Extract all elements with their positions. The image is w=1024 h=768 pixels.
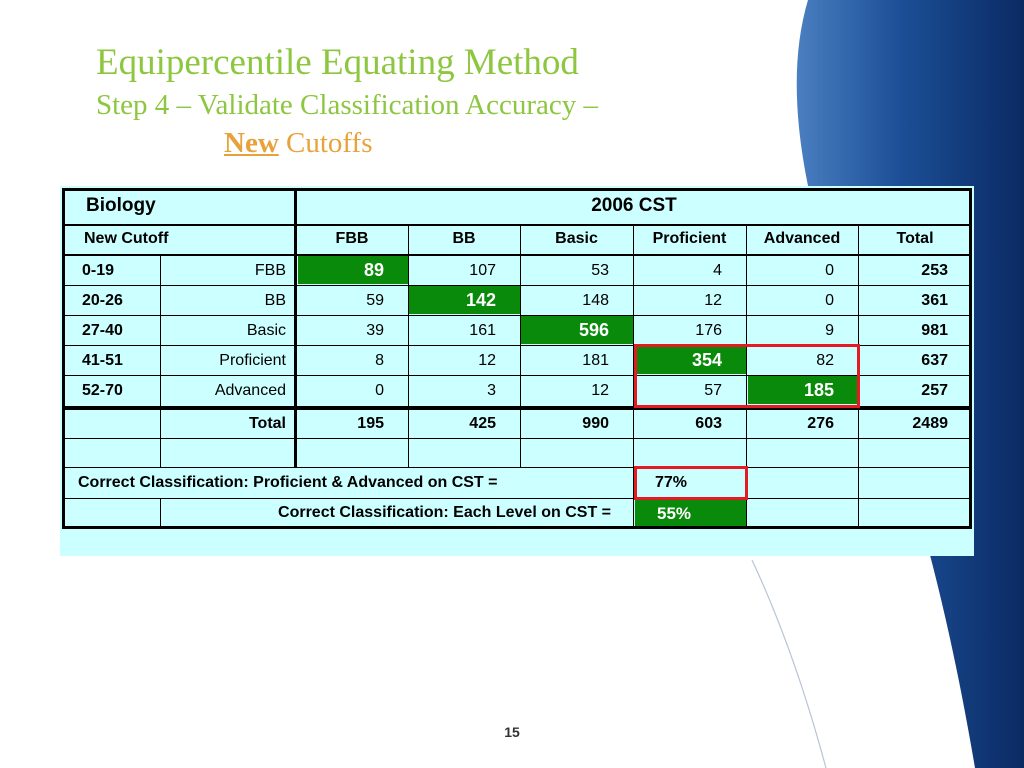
grand-total: 2489 (912, 415, 948, 432)
col-header-proficient: Proficient (652, 230, 727, 247)
cell-row-total: 253 (921, 262, 948, 279)
summary-label-prof-adv: Correct Classification: Proficient & Advanced on CST = (78, 474, 498, 491)
column-total: 603 (695, 415, 722, 432)
cell-value: 53 (591, 262, 609, 279)
cell-value: 0 (375, 382, 384, 399)
cell-value: 39 (366, 322, 384, 339)
cell-row-total: 981 (921, 322, 948, 339)
cell-value: 596 (520, 316, 633, 344)
table-grid (62, 188, 972, 528)
table-border-bottom (62, 526, 972, 529)
row-level: FBB (254, 262, 286, 279)
column-total: 425 (469, 415, 496, 432)
table-group-label: 2006 CST (591, 195, 677, 216)
cell-value: 148 (582, 292, 609, 309)
classification-table (60, 186, 974, 556)
grid-line (62, 254, 972, 256)
grid-line (62, 224, 972, 226)
title-line-1: Equipercentile Equating Method (96, 42, 579, 83)
cell-value: 0 (825, 262, 834, 279)
row-range: 52-70 (82, 382, 123, 399)
table-sub-label: New Cutoff (84, 230, 169, 247)
slide-title (96, 40, 598, 162)
cell-value: 8 (375, 352, 384, 369)
cell-value: 89 (298, 256, 408, 284)
cell-value: 12 (478, 352, 496, 369)
cell-value: 12 (704, 292, 722, 309)
grid-line-thick (294, 188, 297, 468)
row-range: 20-26 (82, 292, 123, 309)
cell-row-total: 637 (921, 352, 948, 369)
row-range: 0-19 (82, 262, 115, 279)
column-total: 276 (807, 415, 834, 432)
row-level: Basic (246, 322, 286, 339)
cell-value: 9 (825, 322, 834, 339)
highlight-box-summary (634, 466, 748, 500)
row-level: Proficient (219, 352, 286, 369)
row-level: Advanced (214, 382, 286, 399)
cell-value: 0 (825, 292, 834, 309)
title-cutoffs-word: Cutoffs (278, 127, 373, 159)
col-header-basic: Basic (555, 230, 598, 247)
grid-line (62, 498, 972, 499)
title-line-2: Step 4 – Validate Classification Accuracy – (96, 89, 599, 121)
cell-value: 181 (582, 352, 609, 369)
summary-value-each-level: 55% (635, 500, 746, 527)
cell-value: 161 (469, 322, 496, 339)
col-header-advanced: Advanced (763, 230, 841, 247)
col-header-fbb: FBB (335, 230, 369, 247)
table-border-top (62, 188, 972, 191)
grid-line (62, 438, 972, 439)
table-border-right (969, 188, 972, 529)
cell-value: 82 (816, 352, 834, 369)
grid-line (520, 224, 521, 468)
cell-row-total: 257 (921, 382, 948, 399)
cell-value: 185 (748, 376, 858, 404)
title-line-3 (96, 124, 598, 162)
cell-value: 176 (695, 322, 722, 339)
total-row-label: Total (248, 415, 286, 432)
summary-label-each-level: Correct Classification: Each Level on CST = (278, 504, 611, 521)
table-corner-label: Biology (86, 195, 156, 216)
col-header-total: Total (896, 230, 934, 247)
grid-line (62, 315, 972, 316)
cell-value: 59 (366, 292, 384, 309)
table-border-left (62, 188, 65, 529)
grid-line (160, 498, 161, 528)
cell-value: 3 (487, 382, 496, 399)
cell-value: 4 (713, 262, 722, 279)
column-total: 990 (582, 415, 609, 432)
row-level: BB (264, 292, 286, 309)
highlight-box-prof-adv (634, 344, 860, 408)
cell-value: 107 (469, 262, 496, 279)
col-header-bb: BB (452, 230, 476, 247)
page-number: 15 (504, 724, 520, 740)
row-range: 27-40 (82, 322, 123, 339)
cell-value: 12 (591, 382, 609, 399)
grid-line (62, 467, 972, 468)
cell-value: 354 (633, 346, 746, 374)
grid-line (62, 285, 972, 286)
title-new-word: New (224, 127, 279, 159)
cell-value: 57 (704, 382, 722, 399)
grid-line (160, 254, 161, 468)
cell-row-total: 361 (921, 292, 948, 309)
cell-value: 142 (408, 286, 520, 314)
summary-value-prof-adv: 77% (655, 474, 688, 491)
column-total: 195 (357, 415, 384, 432)
grid-line (408, 224, 409, 468)
row-range: 41-51 (82, 352, 123, 369)
